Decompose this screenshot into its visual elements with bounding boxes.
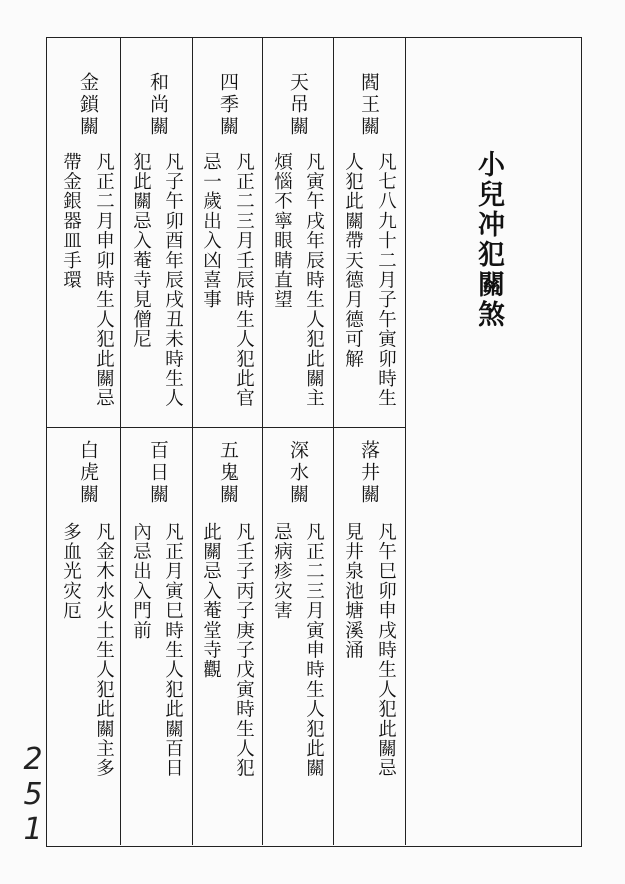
entry-name: 金鎖關 <box>77 72 99 138</box>
page-number <box>15 742 51 853</box>
entry-text: 凡七八九十二月子午寅卯時生 <box>375 152 397 409</box>
page-title: 小兒冲犯關煞 <box>473 150 504 330</box>
entry-text: 凡子午卯酉年辰戌丑未時生人 <box>162 152 184 409</box>
entry-name: 天吊關 <box>287 72 309 138</box>
entry-text: 凡正二三月寅申時生人犯此關 <box>303 522 325 779</box>
entry-name: 百日關 <box>147 440 169 506</box>
entry-text: 見井泉池塘溪涌 <box>342 522 364 660</box>
entry-text: 煩惱不寧眼睛直望 <box>271 152 293 310</box>
row-divider <box>46 427 405 428</box>
entry-text: 多血光灾厄 <box>60 522 82 621</box>
entry-text: 忌一歲出入凶喜事 <box>200 152 222 310</box>
entry-text: 凡金木水火土生人犯此關主多 <box>93 522 115 779</box>
entry-text: 內忌出入門前 <box>130 522 152 641</box>
entry-name: 深水關 <box>287 440 309 506</box>
entry-text: 凡午巳卯申戌時生人犯此關忌 <box>375 522 397 779</box>
entry-name: 五鬼關 <box>217 440 239 506</box>
page-number-digit: 251 <box>15 742 51 847</box>
entry-text: 忌病疹灾害 <box>271 522 293 621</box>
column-line <box>262 37 263 845</box>
column-line <box>405 37 406 845</box>
entry-text: 人犯此關帶天德月德可解 <box>342 152 364 369</box>
entry-text: 凡正月寅巳時生人犯此關百日 <box>162 522 184 779</box>
entry-text: 凡壬子丙子庚子戊寅時生人犯 <box>233 522 255 779</box>
entry-text: 凡正二三月壬辰時生人犯此官 <box>233 152 255 409</box>
column-line <box>333 37 334 845</box>
column-line <box>120 37 121 845</box>
entry-name: 閻王關 <box>358 72 380 138</box>
entry-name: 和尚關 <box>147 72 169 138</box>
entry-text: 犯此關忌入菴寺見僧尼 <box>130 152 152 349</box>
entry-text: 帶金銀器皿手環 <box>60 152 82 290</box>
entry-name: 四季關 <box>217 72 239 138</box>
entry-text: 凡寅午戌年辰時生人犯此關主 <box>303 152 325 409</box>
entry-text: 此關忌入菴堂寺觀 <box>200 522 222 680</box>
entry-text: 凡正二月申卯時生人犯此關忌 <box>93 152 115 409</box>
column-line <box>192 37 193 845</box>
entry-name: 落井關 <box>358 440 380 506</box>
entry-name: 白虎關 <box>77 440 99 506</box>
